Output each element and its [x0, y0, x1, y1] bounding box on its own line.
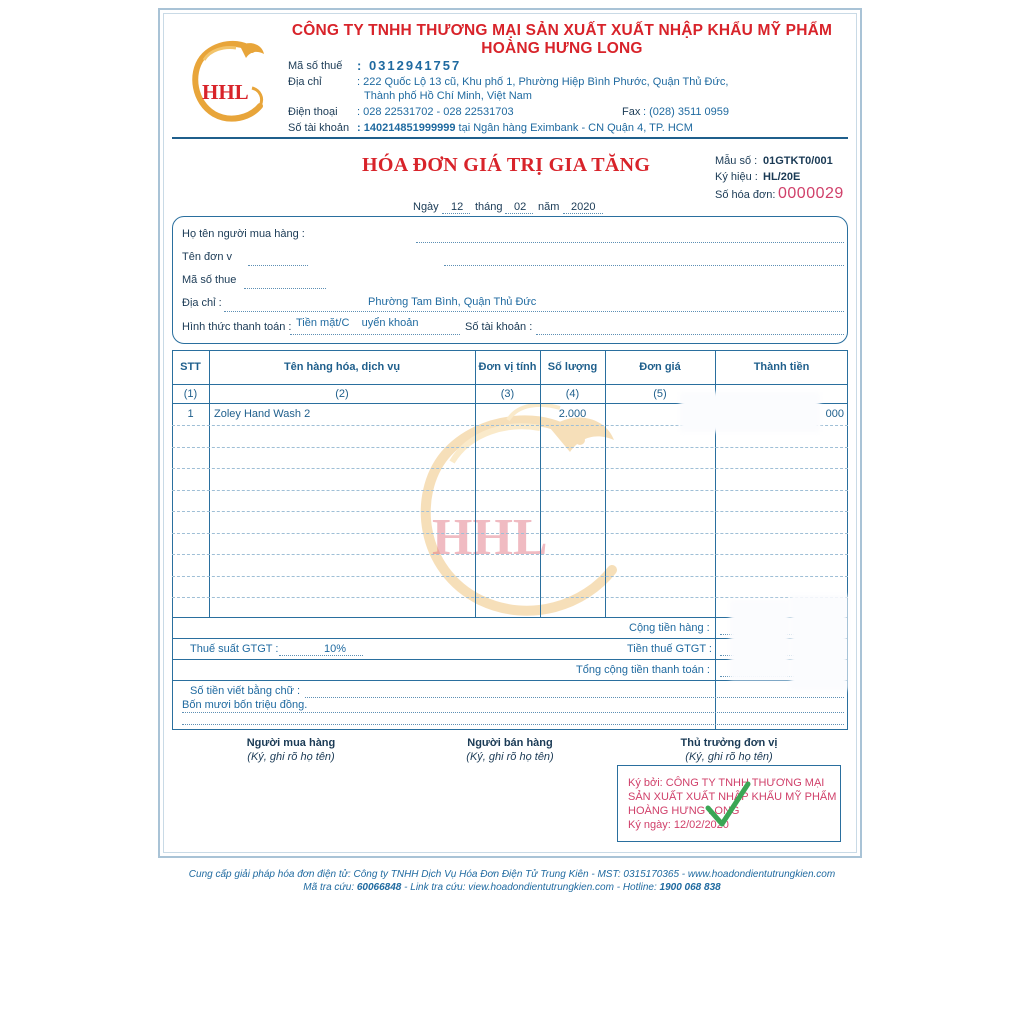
company-name-line2: HOÀNG HƯNG LONG: [481, 40, 643, 57]
vat-rate-label: Thuế suất GTGT :: [190, 643, 279, 655]
seller-fax-label: Fax: [622, 106, 641, 118]
date-month-dots: [505, 213, 533, 214]
signed-by-line2: SẢN XUẤT XUẤT NHẬP KHẨU MỸ PHẨM: [628, 791, 837, 803]
header-separator: [172, 137, 848, 139]
footer-lookup-prefix: Mã tra cứu:: [303, 882, 357, 893]
invoice-number: 0000029: [778, 185, 844, 202]
footer-lookup-code: 60066848: [356, 882, 402, 893]
buyer-account-dots: [536, 334, 844, 335]
symbol-value: HL/20E: [763, 171, 801, 183]
logo-text: HHL: [202, 80, 249, 104]
colnum-5: (5): [653, 388, 667, 400]
empty-row-line: [172, 533, 848, 534]
row1-qty: 2.000: [558, 408, 587, 420]
footer-hotline: 1900 068 838: [659, 882, 721, 893]
th-amount: Thành tiền: [753, 361, 810, 373]
buyer-unit-dots-2: [444, 265, 844, 266]
th-name: Tên hàng hóa, dịch vụ: [283, 361, 401, 373]
footer-provider: Cung cấp giải pháp hóa đơn điện tử: Công ty TNHH Dịch Vụ Hóa Đơn Điện Tử Trung Kiên - MST: 0315170365 - www.hoadondientutrungkien.com: [188, 869, 836, 880]
vat-rate-value: 10%: [324, 643, 347, 655]
vat-rate-dots: [279, 655, 363, 656]
date-month: 02: [514, 201, 527, 213]
redacted-area: [790, 595, 848, 690]
seller-address-line2: Thành phố Hồ Chí Minh, Việt Nam: [364, 90, 532, 102]
footer-lookup: [0, 882, 1024, 893]
symbol-label: Ký hiệu :: [715, 171, 758, 183]
signed-by-line1: Ký bởi: CÔNG TY TNHH THƯƠNG MẠI: [628, 777, 825, 789]
buyer-signature-sub: (Ký, ghi rõ họ tên): [247, 751, 335, 763]
header-row-line: [172, 384, 848, 385]
head-signature-sub: (Ký, ghi rõ họ tên): [685, 751, 773, 763]
seller-fax: : (028) 3511 0959: [643, 106, 730, 118]
footer-lookup-mid: - Link tra cứu: view.hoadondientutrungkien.com - Hotline:: [401, 882, 660, 893]
empty-row-line: [172, 468, 848, 469]
th-stt: STT: [180, 361, 201, 373]
redacted-area: [680, 392, 820, 432]
seller-tax-code: : 0312941757: [357, 58, 462, 73]
empty-row-line: [172, 554, 848, 555]
seller-account-number: : 140214851999999: [357, 122, 456, 134]
totals-line-4: [172, 680, 848, 681]
payment-method-value: Tiền mặt/C uyển khoản: [296, 317, 419, 329]
empty-row-line: [172, 576, 848, 577]
seller-account-bank: tại Ngân hàng Eximbank - CN Quận 4, TP. HCM: [455, 122, 693, 134]
empty-row-line: [172, 597, 848, 598]
colnum-3: (3): [500, 388, 515, 400]
seller-address-line1: : 222 Quốc Lộ 13 cũ, Khu phố 1, Phường Hiệp Bình Phước, Quận Thủ Đức,: [357, 76, 729, 88]
buyer-unit-label: Tên đơn v: [182, 251, 233, 263]
seller-phone: : 028 22531702 - 028 22531703: [357, 106, 514, 118]
date-year-dots: [563, 213, 603, 214]
seller-phone-label: Điện thoại: [288, 106, 338, 118]
buyer-signature-title: Người mua hàng: [246, 737, 336, 749]
buyer-name-dots: [416, 242, 844, 243]
checkmark-icon: [704, 780, 752, 830]
date-year-label: năm: [538, 201, 560, 213]
date-month-label: tháng: [475, 201, 503, 213]
redacted-area: [730, 600, 790, 680]
buyer-account-label: Số tài khoản :: [465, 321, 533, 333]
empty-row-line: [172, 490, 848, 491]
colnum-2: (2): [335, 388, 349, 400]
buyer-tax-dots: [244, 288, 326, 289]
amount-words-dots: [305, 697, 844, 698]
buyer-address-value: Phường Tam Bình, Quận Thủ Đức: [368, 296, 537, 308]
date-day-dots: [442, 213, 470, 214]
amount-words-label: Số tiền viết bằng chữ :: [190, 685, 301, 697]
buyer-address-dots: [224, 311, 844, 312]
vat-amount-label: Tiền thuế GTGT :: [627, 643, 712, 655]
subtotal-label: Cộng tiền hàng :: [629, 622, 710, 634]
signed-by-line3: HOÀNG HƯNG LONG: [628, 805, 740, 817]
form-label: Mẫu số :: [715, 155, 758, 167]
seller-tax-label: Mã số thuế: [288, 60, 343, 72]
amount-words-value: Bốn mươi bốn triệu đồng.: [182, 699, 308, 711]
signed-date: Ký ngày: 12/02/2020: [628, 819, 729, 831]
colnum-4: (4): [565, 388, 580, 400]
invoice-title: HÓA ĐƠN GIÁ TRỊ GIA TĂNG: [362, 154, 651, 176]
watermark-text: HHL: [432, 509, 548, 566]
row1-amount: 000: [825, 408, 844, 420]
row1-stt: 1: [187, 408, 194, 420]
form-value: 01GTKT0/001: [763, 155, 833, 167]
seller-address-label: Địa chỉ: [288, 76, 322, 88]
th-qty: Số lượng: [547, 361, 598, 373]
th-price: Đơn giá: [639, 361, 681, 373]
amount-words-dots-3: [182, 724, 844, 725]
company-name-line1: CÔNG TY TNHH THƯƠNG MẠI SẢN XUẤT XUẤT NHẬP KHẨU MỸ PHẨM: [291, 22, 833, 39]
seller-account-label: Số tài khoản: [288, 122, 350, 134]
buyer-address-label: Địa chỉ :: [182, 297, 222, 309]
payment-method-label: Hình thức thanh toán :: [182, 321, 292, 333]
buyer-tax-label: Mã số thue: [182, 274, 237, 286]
grand-total-label: Tổng cộng tiền thanh toán :: [576, 664, 710, 676]
seller-signature-title: Người bán hàng: [467, 737, 553, 749]
seller-signature-sub: (Ký, ghi rõ họ tên): [466, 751, 554, 763]
colnum-1: (1): [183, 388, 198, 400]
date-year: 2020: [571, 201, 596, 213]
empty-row-line: [172, 447, 848, 448]
invoice-number-label: Số hóa đơn:: [715, 189, 776, 201]
date-day-label: Ngày: [413, 201, 439, 213]
th-unit: Đơn vị tính: [478, 361, 537, 373]
buyer-name-label: Họ tên người mua hàng :: [182, 228, 305, 240]
amount-words-dots-2: [182, 712, 844, 713]
date-day: 12: [451, 201, 464, 213]
empty-row-line: [172, 511, 848, 512]
head-signature-title: Thủ trưởng đơn vị: [680, 737, 778, 749]
buyer-unit-dots: [248, 265, 308, 266]
payment-method-dots: [290, 334, 460, 335]
seller-account: [357, 122, 693, 134]
row1-name: Zoley Hand Wash 2: [214, 408, 311, 420]
